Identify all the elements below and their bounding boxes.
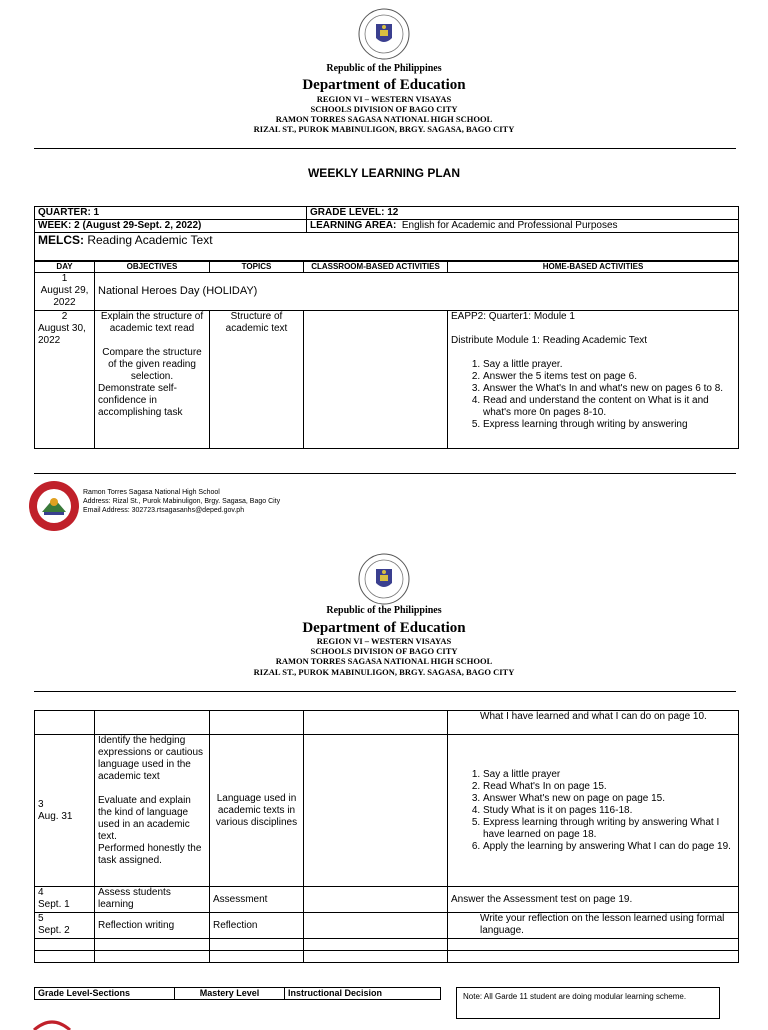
day5-classroom — [304, 913, 448, 939]
day3-num: 3 — [38, 798, 44, 810]
day4-classroom — [304, 887, 448, 913]
division-text: SCHOOLS DIVISION OF BAGO CITY — [310, 104, 458, 114]
table-row — [35, 913, 739, 939]
school-text: RAMON TORRES SAGASA NATIONAL HIGH SCHOOL — [275, 656, 493, 666]
mastery-table — [34, 987, 441, 1000]
day2-home-title: EAPP2: Quarter1: Module 1 — [451, 311, 575, 322]
list-item: 2. Answer the 5 items test on page 6. — [483, 371, 735, 383]
deped-seal-icon — [358, 553, 410, 605]
footer-divider — [34, 473, 736, 474]
day3-obj1: Identify the hedging expressions or cautious language used in the academic text — [98, 735, 204, 782]
empty-cell — [210, 939, 304, 951]
empty-cell — [304, 939, 448, 951]
footer-school: Ramon Torres Sagasa National High School — [83, 489, 220, 496]
day4-obj: Assess students learning — [95, 887, 210, 913]
day1-date: August 29, 2022 — [40, 285, 89, 308]
day2-home-distribute: Distribute Module 1: Reading Academic Text — [451, 335, 648, 346]
department-title: Department of Education — [302, 77, 466, 93]
list-item: 5. Express learning through writing by answering What I have learned on page 18. — [483, 817, 735, 841]
day5-home: Write your reflection on the lesson learned using formal language. — [448, 913, 739, 939]
col-grade-sections: Grade Level-Sections — [35, 988, 175, 1000]
melcs-label: MELCS: — [38, 233, 84, 247]
empty-cell — [448, 939, 739, 951]
list-item: 4. Study What is it on pages 116-18. — [483, 805, 735, 817]
day1-num: 1 — [61, 273, 68, 284]
empty-cell — [95, 939, 210, 951]
info-table — [34, 206, 739, 261]
day3-objectives — [95, 735, 210, 887]
empty-cell — [35, 951, 95, 963]
school-logo-icon — [28, 480, 80, 532]
day4-num: 4 — [38, 887, 44, 898]
list-item: 3. Answer What's new on page on page 15. — [483, 793, 735, 805]
col-classroom: CLASSROOM-BASED ACTIVITIES — [304, 262, 448, 273]
table-row — [35, 273, 739, 311]
empty-cell — [210, 711, 304, 735]
list-item: 1. Say a little prayer — [483, 769, 735, 781]
division-text: SCHOOLS DIVISION OF BAGO CITY — [310, 646, 458, 656]
col-mastery-level: Mastery Level — [175, 988, 285, 1000]
day3-home — [448, 735, 739, 887]
list-item: 3. Answer the What's In and what's new on pages 6 to 8. — [483, 383, 735, 395]
header-divider — [34, 691, 736, 692]
day3-cell — [35, 735, 95, 887]
footer-email: Email Address: 302723.rtsagasanhs@deped.gov.ph — [83, 507, 245, 515]
day3-topic: Language used in academic texts in various disciplines — [210, 735, 304, 887]
learning-area-label: LEARNING AREA: — [310, 220, 397, 231]
col-home: HOME-BASED ACTIVITIES — [448, 262, 739, 273]
note-box: Note: All Garde 11 student are doing modular learning scheme. — [456, 987, 720, 1019]
table-header-row — [35, 262, 739, 273]
col-objectives: OBJECTIVES — [95, 262, 210, 273]
melcs-value: Reading Academic Text — [87, 233, 213, 247]
address-text: RIZAL ST., PUROK MABINULIGON, BRGY. SAGASA, BAGO CITY — [253, 667, 515, 677]
republic-text: Republic of the Philippines — [326, 605, 442, 616]
day2-obj1: Explain the structure of academic text read — [100, 311, 204, 334]
empty-cell — [95, 711, 210, 735]
list-item: 1. Say a little prayer. — [483, 359, 735, 371]
region-text: REGION VI – WESTERN VISAYAS — [316, 636, 452, 646]
list-item: 2. Read What's In on page 15. — [483, 781, 735, 793]
region-text: REGION VI – WESTERN VISAYAS — [316, 94, 452, 104]
list-item: 5. Express learning through writing by answering — [483, 419, 735, 431]
col-day: DAY — [35, 262, 95, 273]
republic-text: Republic of the Philippines — [326, 63, 442, 74]
empty-cell — [304, 951, 448, 963]
day5-date: Sept. 2 — [38, 925, 70, 936]
day2-steps-list — [451, 359, 735, 431]
empty-cell — [95, 951, 210, 963]
empty-cell — [210, 951, 304, 963]
day3-obj3: Performed honestly the task assigned. — [98, 843, 202, 866]
day5-topic: Reflection — [210, 913, 304, 939]
melcs-cell — [35, 233, 739, 261]
col-topics: TOPICS — [210, 262, 304, 273]
col-instructional-decision: Instructional Decision — [285, 988, 441, 1000]
school-logo-icon — [32, 1018, 72, 1030]
list-item: 6. Apply the learning by answering What I can do page 19. — [483, 841, 735, 853]
plan-table-page2 — [34, 710, 739, 963]
day2-home-continued: What I have learned and what I can do on page 10. — [448, 711, 739, 735]
day2-cell — [35, 311, 95, 449]
table-row — [35, 887, 739, 913]
department-title: Department of Education — [302, 620, 466, 636]
day2-num: 2 — [61, 311, 68, 322]
day1-cell — [35, 273, 95, 311]
list-item: 4. Read and understand the content on What is it and what's more 0n pages 8-10. — [483, 395, 735, 419]
table-row — [35, 939, 739, 951]
day5-cell — [35, 913, 95, 939]
table-row — [35, 951, 739, 963]
day5-obj: Reflection writing — [95, 913, 210, 939]
day3-classroom — [304, 735, 448, 887]
plan-table-page1 — [34, 261, 739, 449]
empty-cell — [304, 711, 448, 735]
address-text: RIZAL ST., PUROK MABINULIGON, BRGY. SAGASA, BAGO CITY — [253, 124, 515, 134]
day2-topic: Structure of academic text — [210, 311, 304, 449]
day2-obj3: Demonstrate self-confidence in accomplishing task — [98, 383, 183, 418]
table-row — [35, 711, 739, 735]
day2-objectives — [95, 311, 210, 449]
week-cell: WEEK: 2 (August 29-Sept. 2, 2022) — [35, 220, 307, 233]
day2-home — [448, 311, 739, 449]
empty-cell — [448, 951, 739, 963]
day2-obj2: Compare the structure of the given reading selection. — [102, 347, 202, 382]
day4-date: Sept. 1 — [38, 899, 70, 910]
day2-classroom — [304, 311, 448, 449]
header-divider — [34, 148, 736, 149]
footer-info — [83, 488, 280, 515]
grade-level-cell: GRADE LEVEL: 12 — [307, 207, 739, 220]
empty-cell — [35, 939, 95, 951]
day1-holiday: National Heroes Day (HOLIDAY) — [95, 273, 739, 311]
page-title: WEEKLY LEARNING PLAN — [307, 166, 460, 180]
deped-seal-icon — [358, 8, 410, 60]
learning-area-cell — [307, 220, 739, 233]
day3-obj2: Evaluate and explain the kind of language used in an academic text. — [98, 795, 191, 842]
empty-cell — [35, 711, 95, 735]
day4-topic: Assessment — [210, 887, 304, 913]
learning-area-value: English for Academic and Professional Purposes — [401, 220, 618, 231]
day2-date: August 30, 2022 — [38, 323, 86, 346]
day3-date: Aug. 31 — [38, 810, 73, 822]
table-row — [35, 735, 739, 887]
day4-cell — [35, 887, 95, 913]
day4-home: Answer the Assessment test on page 19. — [448, 887, 739, 913]
day5-num: 5 — [38, 913, 44, 924]
quarter-cell: QUARTER: 1 — [35, 207, 307, 220]
footer-address: Address: Rizal St., Purok Mabinuligon, Brgy. Sagasa, Bago City — [83, 498, 281, 506]
day3-steps-list — [451, 769, 735, 853]
table-row — [35, 311, 739, 449]
school-text: RAMON TORRES SAGASA NATIONAL HIGH SCHOOL — [275, 114, 493, 124]
